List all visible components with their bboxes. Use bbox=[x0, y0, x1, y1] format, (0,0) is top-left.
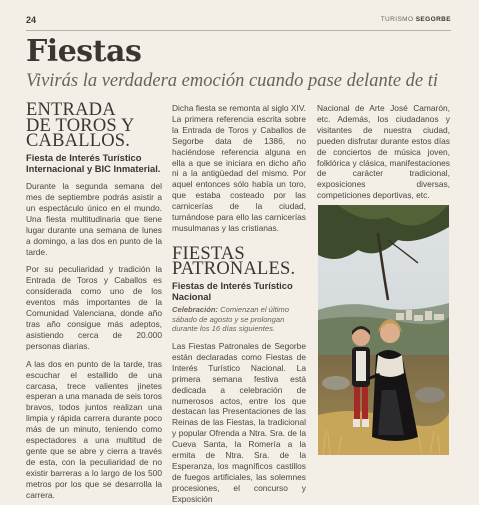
paragraph: A las dos en punto de la tarde, tras escuchar el estallido de una carcasa, trece valientes jinetes esperan a una manada de seis toros bravos, todos juntos realizan una limpia y rápida carrera durante poco más de un minuto, teniendo como espectadores a una multitud de gente que se abre y cierra a través de esta, con la peculiaridad de no existir barreras a lo largo de los 500 metros por los que se desarrolla la carrera. bbox=[26, 358, 162, 500]
section-title-entrada bbox=[26, 100, 162, 151]
festival-photo-illustration bbox=[318, 205, 449, 455]
section-title-line: ENTRADA bbox=[26, 100, 116, 120]
header-rule bbox=[26, 30, 451, 31]
column-3 bbox=[317, 103, 450, 201]
page-subtitle: Vivirás la verdadera emoción cuando pase delante de ti bbox=[26, 71, 439, 91]
section-title-line: FIESTAS bbox=[172, 243, 245, 264]
column-2 bbox=[172, 103, 306, 505]
note-label: Celebración: bbox=[172, 305, 218, 315]
column-1 bbox=[26, 100, 162, 500]
paragraph: Por su peculiaridad y tradición la Entrada de Toros y Caballos es considerada como uno de los eventos más importantes de la Comunidad Valenciana, donde año tras año consigue más adeptos, asistiendo cerca de 20.000 personas diarias. bbox=[26, 264, 162, 351]
section-title-line: PATRONALES. bbox=[172, 259, 296, 280]
page-number: 24 bbox=[26, 15, 37, 25]
section-title-line: CABALLOS. bbox=[26, 131, 131, 151]
publication-prefix: TURISMO bbox=[380, 16, 414, 23]
page-title: Fiestas bbox=[26, 34, 142, 69]
paragraph: Nacional de Arte José Camarón, etc. Además, los ciudadanos y visitantes de nuestra ciudad, pueden disfrutar durante estos días de conciertos de música joven, folklórica y clásica, manifestaciones de carácter tradicional, exposiciones diversas, competiciones deportivas, etc. bbox=[317, 103, 450, 201]
running-header bbox=[381, 16, 451, 23]
section-title-line: DE TOROS Y bbox=[26, 115, 135, 136]
paragraph: Las Fiestas Patronales de Segorbe están declaradas como Fiestas de Interés Turístico Nacional. La primera semana festiva está dedicada a celebración de numerosos actos, entre los que destacan las Presentaciones de las Reinas de las Fiestas, la tradicional y popular Ofrenda a Ntra. Sra. de la Cueva Santa, la Romería a la ermita de Ntra. Sra. de la Esperanza, los magníficos castillos de fuegos artificiales, las solemnes procesiones, el concurso y Exposición bbox=[172, 340, 306, 504]
section-title-fiestas-patronales bbox=[172, 243, 306, 280]
festival-photo bbox=[318, 205, 449, 455]
paragraph: Durante la segunda semana del mes de septiembre podrás asistir a un espectáculo único en el mundo. Una fiesta multitudinaria que tiene lugar durante una semana de lunes a domingo, a las dos en punto de la tarde. bbox=[26, 181, 162, 257]
publication-brand: SEGORBE bbox=[415, 16, 451, 23]
section-subtitle-fiestas-patronales: Fiestas de Interés Turístico Nacional bbox=[172, 279, 293, 303]
paragraph: Dicha fiesta se remonta al siglo XIV. La primera referencia escrita sobre la Entrada de Toros y Caballos de Segorbe data de 1386, no haciéndose referencia alguna en ella a que se iniciara en dicho año ni a la antigüedad del mismo. Por aquel entonces sólo había un toro, que estaba costeado por las carnicerías de la ciudad, turnándose para ello las carnicerías musulmanas y las cristianas. bbox=[172, 103, 306, 233]
section-subtitle-entrada: Fiesta de Interés Turístico Internacional y BIC Inmaterial. bbox=[26, 151, 161, 174]
note-text: Comienzan el último sábado de agosto y se prolongan durante los 16 días siguientes. bbox=[172, 305, 289, 334]
celebration-note bbox=[172, 305, 306, 334]
